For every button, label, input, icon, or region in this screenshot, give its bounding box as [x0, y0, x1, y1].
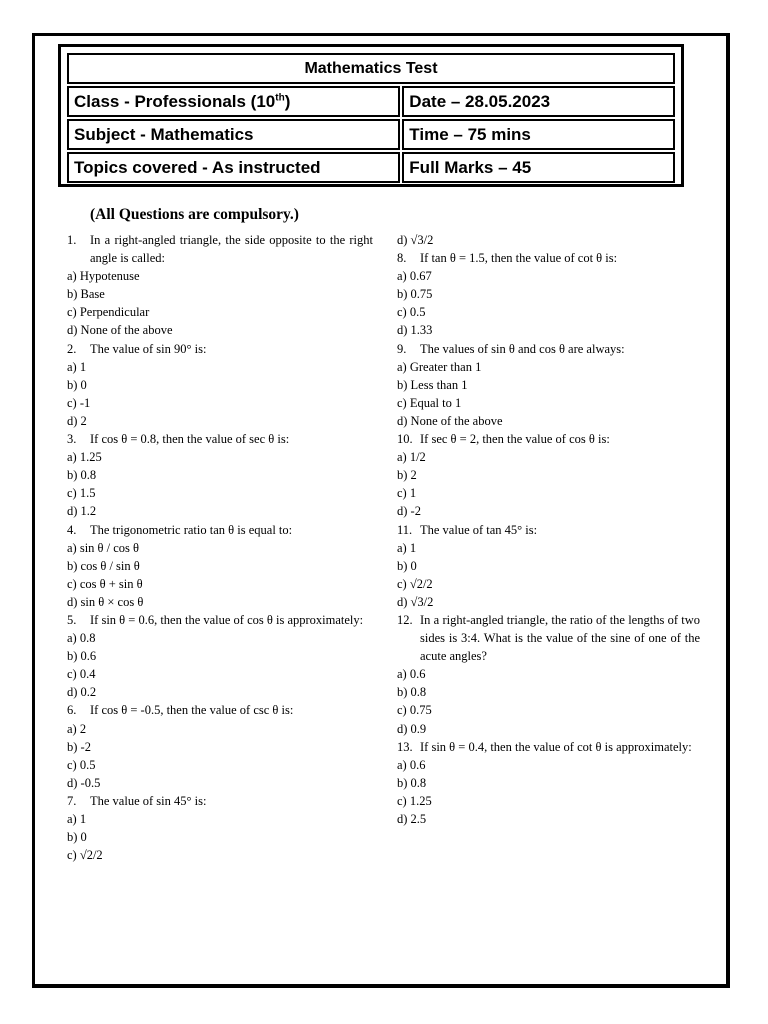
question-body: If tan θ = 1.5, then the value of cot θ is: — [420, 251, 618, 266]
question-number: 1. — [67, 233, 77, 247]
question-text — [397, 249, 700, 267]
option: d) 0.9 — [397, 721, 427, 736]
questions-column-left — [67, 231, 373, 864]
option: c) 0.4 — [67, 667, 96, 682]
option: a) 0.8 — [67, 631, 96, 646]
option: b) 0 — [397, 558, 417, 573]
option: c) 0.75 — [397, 703, 432, 718]
question-number: 2. — [67, 341, 77, 356]
option: b) 0 — [67, 377, 87, 392]
option: a) 1 — [67, 812, 87, 826]
question-body: If sin θ = 0.6, then the value of cos θ is approximately: — [90, 612, 364, 627]
option: a) Greater than 1 — [397, 359, 482, 374]
class-superscript: th — [275, 91, 285, 103]
question-text — [397, 611, 700, 665]
option: b) 0.75 — [397, 287, 433, 302]
question-text — [397, 521, 700, 539]
option: c) Equal to 1 — [397, 395, 462, 410]
option: b) 0.8 — [397, 775, 427, 790]
option: d) 0.2 — [67, 685, 97, 700]
option: c) 0.5 — [67, 757, 96, 772]
option: c) √2/2 — [67, 848, 103, 863]
question-number: 12. — [397, 612, 413, 627]
question-number: 6. — [67, 703, 77, 718]
question-text — [67, 430, 373, 448]
option: c) 1.25 — [397, 793, 432, 808]
option: d) None of the above — [67, 323, 173, 338]
option: a) 0.6 — [397, 667, 426, 682]
question-text — [67, 231, 373, 267]
question-number: 11. — [397, 522, 413, 537]
option: a) Hypotenuse — [67, 269, 140, 284]
question-number: 9. — [397, 341, 407, 356]
option: a) 2 — [67, 721, 87, 736]
instructions: (All Questions are compulsory.) — [90, 206, 299, 223]
question-number: 4. — [67, 522, 77, 537]
option: c) √2/2 — [397, 576, 433, 591]
option: c) 1 — [397, 486, 417, 501]
header-table — [65, 51, 677, 185]
option: b) 2 — [397, 468, 417, 483]
option: a) 1 — [397, 540, 417, 555]
question-body: The value of tan 45° is: — [420, 522, 538, 537]
questions-column-right — [397, 231, 700, 828]
option: d) √3/2 — [397, 233, 434, 247]
question-number: 5. — [67, 612, 77, 627]
option: d) 2.5 — [397, 812, 427, 826]
question-text — [67, 611, 373, 629]
option: b) 0 — [67, 830, 87, 845]
marks-cell: Full Marks – 45 — [402, 152, 675, 183]
option: d) √3/2 — [397, 594, 434, 609]
option: d) -2 — [397, 504, 421, 519]
question-body: In a right-angled triangle, the side opposite to the right angle is called: — [90, 233, 373, 266]
option: a) 0.67 — [397, 269, 432, 284]
option: c) cos θ + sin θ — [67, 576, 143, 591]
subject-cell: Subject - Mathematics — [67, 119, 400, 150]
topics-cell: Topics covered - As instructed — [67, 152, 400, 183]
option: b) 0.8 — [397, 685, 427, 700]
test-title: Mathematics Test — [67, 53, 675, 84]
question-body: The value of sin 45° is: — [90, 793, 207, 808]
option: b) Base — [67, 287, 105, 302]
question-body: If cos θ = -0.5, then the value of csc θ is: — [90, 703, 294, 718]
question-number: 10. — [397, 432, 413, 447]
question-text — [67, 521, 373, 539]
option: b) 0.6 — [67, 649, 97, 664]
class-label: Class - Professionals (10 — [74, 91, 276, 111]
time-cell: Time – 75 mins — [402, 119, 675, 150]
option: a) sin θ / cos θ — [67, 540, 140, 555]
question-body: The value of sin 90° is: — [90, 341, 207, 356]
question-body: If cos θ = 0.8, then the value of sec θ is: — [90, 432, 290, 447]
question-text — [397, 738, 700, 756]
option: c) -1 — [67, 395, 91, 410]
option: d) sin θ × cos θ — [67, 594, 144, 609]
question-text — [67, 701, 373, 719]
question-body: The values of sin θ and cos θ are always: — [420, 341, 625, 356]
class-cell — [67, 86, 400, 117]
option: b) Less than 1 — [397, 377, 468, 392]
question-text — [67, 792, 373, 810]
option: b) -2 — [67, 739, 91, 754]
header-box — [58, 44, 684, 187]
question-number: 13. — [397, 739, 413, 754]
option: d) None of the above — [397, 413, 503, 428]
date-cell: Date – 28.05.2023 — [402, 86, 675, 117]
option: d) 1.2 — [67, 504, 97, 519]
option: b) 0.8 — [67, 468, 97, 483]
option: d) 2 — [67, 413, 87, 428]
option: b) cos θ / sin θ — [67, 558, 140, 573]
class-label-end: ) — [284, 91, 291, 111]
option: a) 1.25 — [67, 450, 102, 465]
question-number: 3. — [67, 432, 77, 447]
question-text — [397, 340, 700, 358]
question-body: The trigonometric ratio tan θ is equal to: — [90, 522, 293, 537]
question-text — [397, 430, 700, 448]
question-number: 8. — [397, 251, 407, 266]
question-body: If sin θ = 0.4, then the value of cot θ is approximately: — [420, 739, 692, 754]
question-text — [67, 340, 373, 358]
option: c) Perpendicular — [67, 305, 150, 320]
option: c) 0.5 — [397, 305, 426, 320]
question-number: 7. — [67, 793, 77, 808]
option: c) 1.5 — [67, 486, 96, 501]
option: a) 1/2 — [397, 450, 426, 465]
question-body: If sec θ = 2, then the value of cos θ is: — [420, 432, 610, 447]
question-body: In a right-angled triangle, the ratio of the lengths of two sides is 3:4. What is the value of the sine of one of the acute angles? — [420, 612, 700, 664]
option: a) 0.6 — [397, 757, 426, 772]
option: d) 1.33 — [397, 323, 433, 338]
option: d) -0.5 — [67, 775, 101, 790]
option: a) 1 — [67, 359, 87, 374]
